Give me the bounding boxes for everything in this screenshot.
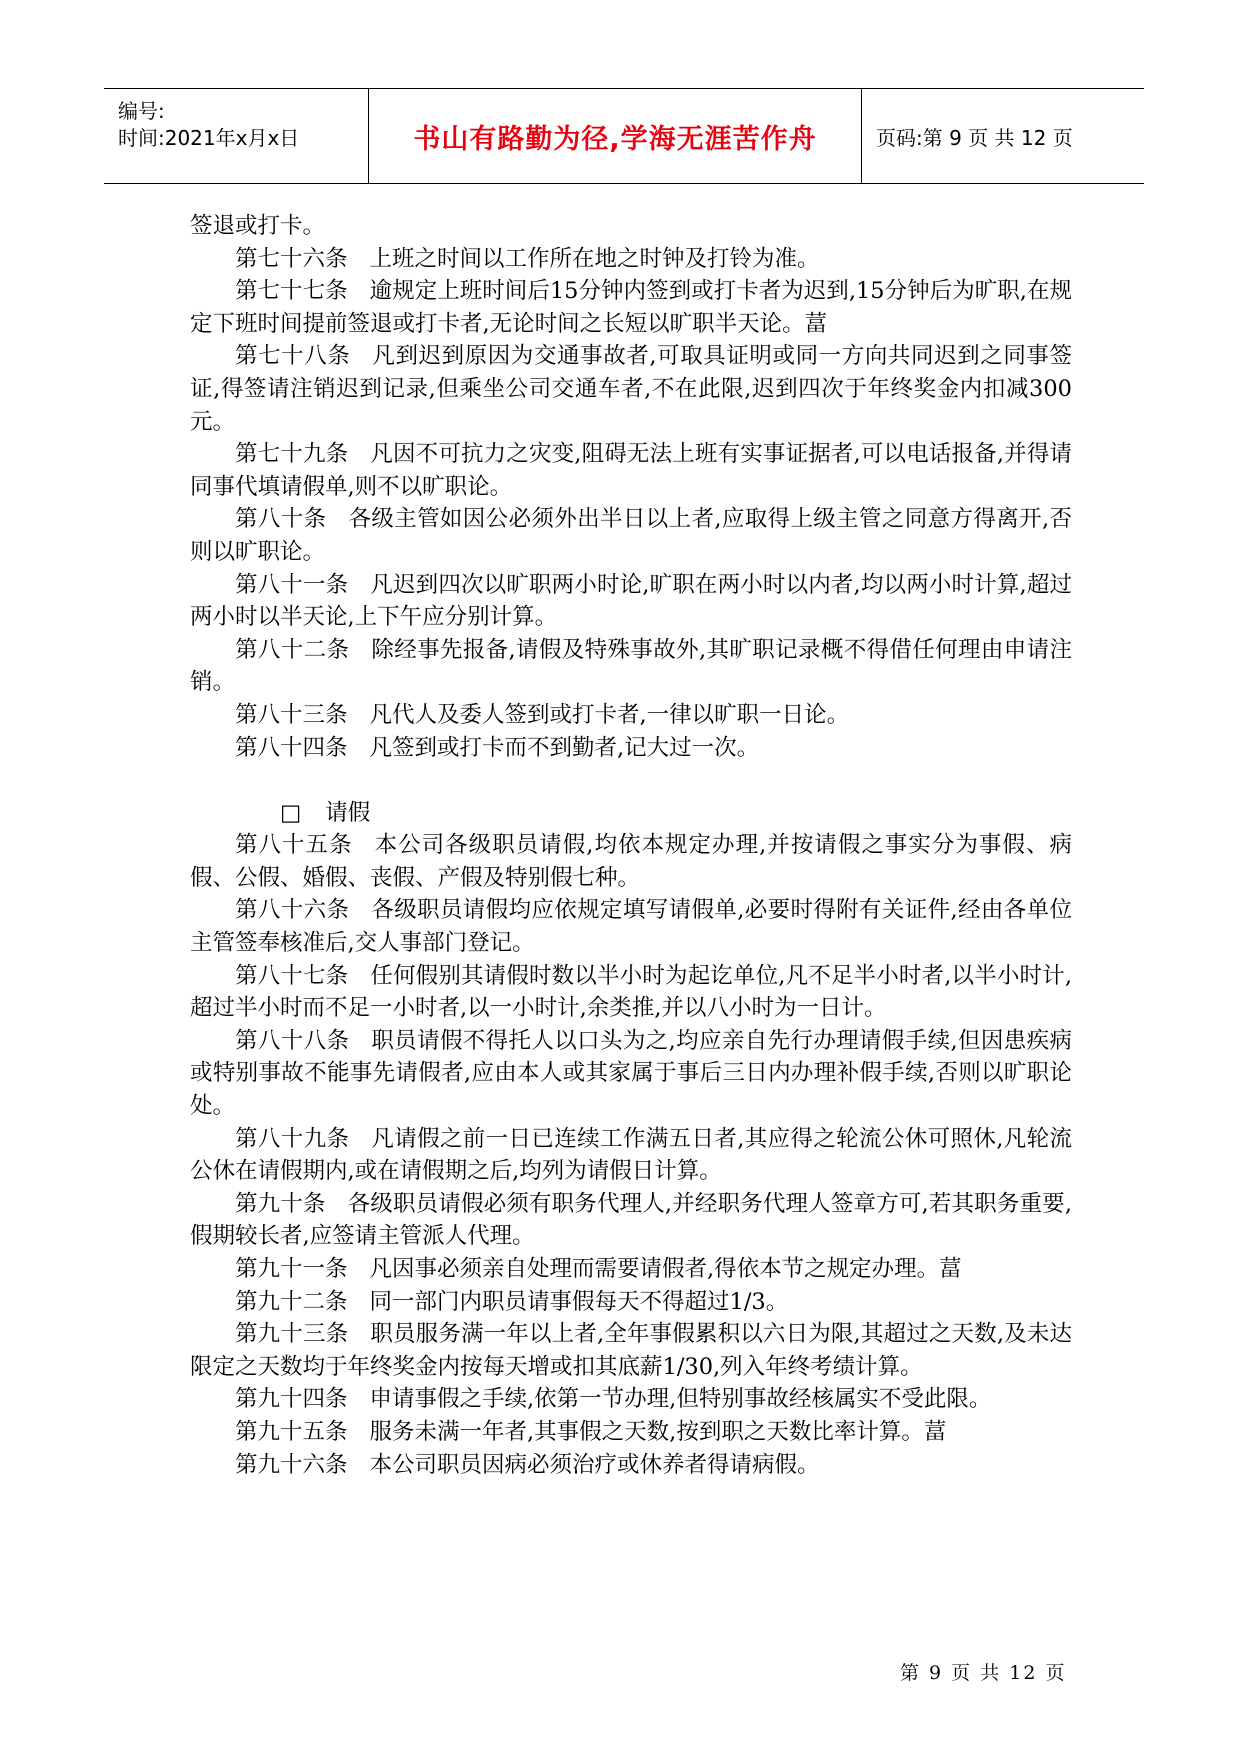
article-text: 本公司职员因病必须治疗或休养者得请病假。 — [369, 1451, 820, 1478]
article-paragraph — [190, 1253, 1072, 1286]
article-text: 凡因不可抗力之灾变,阻碍无法上班有实事证据者,可以电话报备,并得请同事代填请假单,则不以旷职论。 — [190, 441, 1072, 500]
article-paragraph — [190, 732, 1072, 765]
document-body — [190, 210, 1072, 1481]
article-text: 职员服务满一年以上者,全年事假累积以六日为限,其超过之天数,及未达限定之天数均于年终奖金内按每天增或扣其底薪1/30,列入年终考绩计算。 — [190, 1321, 1072, 1380]
article-paragraph — [190, 829, 1072, 894]
article-text: 服务未满一年者,其事假之天数,按到职之天数比率计算。葍 — [369, 1418, 947, 1445]
header-page-code: 页码:第 9 页 共 12 页 — [876, 125, 1073, 150]
article-number: 第八十一条 — [235, 571, 349, 598]
article-number: 第八十九条 — [235, 1125, 350, 1152]
article-text: 职员请假不得托人以口头为之,均应亲自先行办理请假手续,但因患疾病或特别事故不能事先请假者,应由本人或其家属于事后三日内办理补假手续,否则以旷职论处。 — [190, 1027, 1072, 1120]
article-text: 各级职员请假均应依规定填写请假单,必要时得附有关证件,经由各单位主管签奉核准后,交人事部门登记。 — [190, 897, 1072, 957]
article-number: 第七十六条 — [235, 245, 348, 272]
article-paragraph — [190, 634, 1072, 699]
article-paragraph — [190, 1416, 1072, 1449]
article-text: 除经事先报备,请假及特殊事故外,其旷职记录概不得借任何理由申请注销。 — [190, 636, 1072, 696]
article-paragraph — [190, 340, 1072, 438]
time-label: 时间:2021年x月x日 — [118, 126, 300, 150]
article-paragraph — [190, 699, 1072, 732]
article-text: 任何假别其请假时数以半小时为起讫单位,凡不足半小时者,以半小时计,超过半小时而不足一小时者,以一小时计,余类推,并以八小时为一日计。 — [190, 962, 1072, 1022]
article-paragraph — [190, 569, 1072, 634]
article-paragraph — [190, 960, 1072, 1025]
article-paragraph — [190, 1383, 1072, 1416]
article-text: 凡到迟到原因为交通事故者,可取具证明或同一方向共同迟到之同事签证,得签请注销迟到记录,但乘坐公司交通车者,不在此限,迟到四次于年终奖金内扣减300元。 — [190, 343, 1072, 435]
section-gap — [190, 764, 1072, 797]
article-paragraph — [190, 438, 1072, 503]
article-paragraph — [190, 503, 1072, 568]
article-paragraph — [190, 1025, 1072, 1123]
article-number: 第七十七条 — [235, 278, 348, 305]
number-label: 编号: — [118, 99, 165, 123]
article-number: 第八十四条 — [235, 734, 348, 761]
article-text: 申请事假之手续,依第一节办理,但特别事故经核属实不受此限。 — [369, 1386, 992, 1413]
article-text: 同一部门内职员请事假每天不得超过1/3。 — [369, 1288, 789, 1315]
article-number: 第八十条 — [235, 506, 327, 533]
section-title: 请假 — [325, 799, 371, 826]
article-paragraph — [190, 275, 1072, 340]
article-number: 第八十七条 — [235, 962, 349, 989]
page-footer: 第 9 页 共 12 页 — [900, 1662, 1067, 1684]
article-paragraph — [190, 1286, 1072, 1319]
article-number: 第七十八条 — [235, 343, 351, 370]
article-number: 第九十四条 — [235, 1386, 348, 1413]
article-number: 第九十六条 — [235, 1451, 348, 1478]
article-paragraph — [190, 1123, 1072, 1188]
article-text: 凡代人及委人签到或打卡者,一律以旷职一日论。 — [369, 701, 850, 728]
header-motto: 书山有路勤为径,学海无涯苦作舟 — [368, 89, 862, 183]
article-number: 第八十三条 — [235, 701, 348, 728]
article-number: 第九十条 — [235, 1190, 326, 1217]
article-list-attendance — [190, 243, 1072, 765]
article-number: 第九十五条 — [235, 1418, 348, 1445]
article-text: 本公司各级职员请假,均依本规定办理,并按请假之事实分为事假、病假、公假、婚假、丧假、产假及特别假七种。 — [190, 832, 1072, 891]
article-text: 凡迟到四次以旷职两小时论,旷职在两小时以内者,均以两小时计算,超过两小时以半天论,上下午应分别计算。 — [190, 571, 1072, 631]
article-number: 第七十九条 — [235, 441, 349, 468]
article-paragraph — [190, 894, 1072, 959]
article-paragraph — [190, 1318, 1072, 1383]
article-text: 凡因事必须亲自处理而需要请假者,得依本节之规定办理。葍 — [369, 1256, 962, 1282]
article-text: 各级职员请假必须有职务代理人,并经职务代理人签章方可,若其职务重要,假期较长者,应签请主管派人代理。 — [190, 1190, 1072, 1250]
section-heading — [190, 797, 1072, 830]
article-number: 第九十一条 — [235, 1256, 348, 1282]
article-text: 凡请假之前一日已连续工作满五日者,其应得之轮流公休可照休,凡轮流公休在请假期内,或在请假期之后,均列为请假日计算。 — [190, 1125, 1072, 1185]
article-list-leave — [190, 829, 1072, 1481]
article-text: 凡签到或打卡而不到勤者,记大过一次。 — [369, 734, 760, 761]
article-number: 第九十三条 — [235, 1321, 349, 1348]
article-text: 上班之时间以工作所在地之时钟及打铃为准。 — [369, 245, 820, 272]
article-paragraph — [190, 243, 1072, 276]
checkbox-icon: □ — [280, 799, 302, 826]
article-number: 第八十八条 — [235, 1027, 350, 1054]
article-number: 第九十二条 — [235, 1288, 348, 1315]
article-number: 第八十二条 — [235, 636, 350, 663]
article-text: 逾规定上班时间后15分钟内签到或打卡者为迟到,15分钟后为旷职,在规定下班时间提前签退或打卡者,无论时间之长短以旷职半天论。葍 — [190, 278, 1072, 337]
intro-line: 签退或打卡。 — [190, 213, 326, 239]
article-number: 第八十五条 — [235, 832, 353, 859]
article-number: 第八十六条 — [235, 897, 350, 924]
article-text: 各级主管如因公必须外出半日以上者,应取得上级主管之同意方得离开,否则以旷职论。 — [190, 506, 1072, 565]
article-paragraph — [190, 1449, 1072, 1482]
page-header — [104, 88, 1144, 184]
header-info-cell — [104, 89, 368, 183]
article-paragraph — [190, 1188, 1072, 1253]
